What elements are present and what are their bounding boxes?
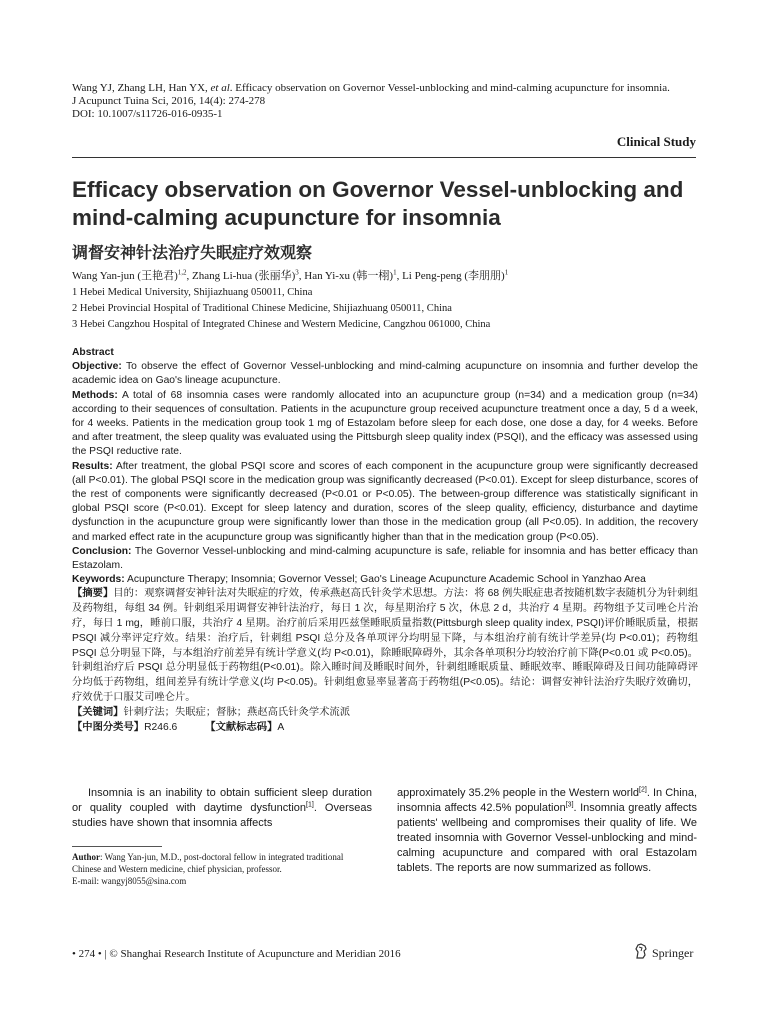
- affiliation-item: 1 Hebei Medical University, Shijiazhuang 050011, China: [72, 287, 313, 298]
- reference-link[interactable]: [3]: [565, 801, 574, 809]
- article-category: Clinical Study: [616, 134, 696, 149]
- page-number: • 274 •: [72, 948, 102, 960]
- body-column-left: [72, 786, 372, 831]
- abstract-heading: Abstract: [72, 347, 114, 358]
- affiliation-item: 3 Hebei Cangzhou Hospital of Integrated Chinese and Western Medicine, Cangzhou 061000, China: [72, 319, 491, 330]
- author-footnote: Author: Wang Yan-jun, M.D., post-doctoral fellow in integrated traditional Chinese and Western medicine, chief physician, professor. E-mail: wangyj8055@sina.com: [72, 851, 372, 887]
- affiliation-item: 2 Hebei Provincial Hospital of Traditional Chinese Medicine, Shijiazhuang 050011, China: [72, 303, 452, 314]
- springer-horse-icon: [634, 943, 648, 963]
- publisher-name: Springer: [652, 945, 694, 960]
- article-title: Efficacy observation on Governor Vessel-unblocking and mind-calming acupuncture for insomnia: [72, 177, 684, 230]
- doi-link[interactable]: DOI: 10.1007/s11726-016-0935-1: [72, 108, 223, 120]
- body-paragraph: Insomnia is an inability to obtain sufficient sleep duration or quality coupled with daytime dysfunction[1]. Overseas studies have shown that insomnia affects: [72, 787, 372, 829]
- abstract-chinese: 【摘要】目的：观察调督安神针法对失眠症的疗效，传承燕赵高氏针灸学术思想。方法：将 68 例失眠症患者按随机数字表随机分为针刺组及药物组，每组 34 例。针刺组采用调督安神针法治疗，每日 1 次，每星期治疗 5 次，休息 2 d，共治疗 4 星期。药物组予艾司唑仑片治疗，每日 1 mg，睡前口服，共治疗 4 星期。治疗前后采用匹兹堡睡眠质量指数(Pittsburgh sleep quality index, PSQI)评价睡眠质量，根据 PSQI 减分率评定疗效。结果：治疗后，针刺组 PSQI 总分及各单项评分均明显下降，与本组治疗前有统计学差异(均 P<0.01)；药物组 PSQI 总分明显下降，与本组治疗前差异有统计学意义(均 P<0.01)，除睡眠障碍外，其余各单项积分均较治疗前下降(P<0.01 或 P<0.05)。针刺组治疗后 PSQI 总分明显低于药物组(P<0.01)。除入睡时间及睡眠时间外，针刺组睡眠质量、睡眠效率、睡眠障碍及日间功能障碍评分均低于药物组，组间差异有统计学意义(均 P<0.05)。针刺组愈显率显著高于药物组(P<0.05)。结论：调督安神针法治疗失眠疗效确切，疗效优于口服艾司唑仑片。: [72, 588, 698, 704]
- abstract-section: [72, 346, 698, 735]
- citation-line-2: J Acupunct Tuina Sci, 2016, 14(4): 274-278: [72, 95, 266, 107]
- abstract-objective: Objective: To observe the effect of Governor Vessel-unblocking and mind-calming acupuncture on insomnia and further develop the academic idea on Gao's lineage acupuncture.: [72, 361, 698, 387]
- abstract-conclusion: Conclusion: The Governor Vessel-unblocking and mind-calming acupuncture is safe, reliable for insomnia and has better efficacy than Estazolam.: [72, 545, 698, 572]
- publisher-logo: [634, 943, 693, 963]
- article-title-chinese: 调督安神针法治疗失眠症疗效观察: [72, 245, 313, 262]
- body-paragraph: approximately 35.2% people in the Western world[2]. In China, insomnia affects 42.5% population[3]. Insomnia greatly affects patients' wellbeing and compromises their quality of life. We treated insomnia with Governor Vessel-unblocking and mind-calming acupuncture and compared with oral Estazolam tablets. The reports are now summarized as follows.: [397, 786, 697, 874]
- email-link[interactable]: E-mail: wangyj8055@sina.com: [72, 876, 187, 886]
- footnote-divider: [72, 846, 162, 847]
- body-column-right: [397, 786, 697, 876]
- keywords-chinese: 【关键词】针刺疗法；失眠症；督脉；燕赵高氏针灸学术流派: [72, 706, 351, 718]
- abstract-results: Results: After treatment, the global PSQI score and scores of each component in the acupuncture group were significantly decreased (all P<0.01). The global PSQI score in the medication group was significantly decreased (P<0.01). Except for sleep disturbance, scores of the rest of components were significantly decreased (P<0.01 or P<0.05). The between-group difference was statistically significant in global PSQI score (P<0.01). Except for sleep latency and duration, scores of the sleep quality, efficiency, disturbance and daytime dysfunction in the acupuncture group were significantly lower than those in the medication group (all P<0.05). In addition, the recovery and marked effect rate in the acupuncture group was significantly higher than that in the medication group (P<0.05).: [72, 460, 698, 543]
- citation-block: [72, 82, 712, 121]
- header-divider: [72, 157, 696, 158]
- abstract-methods: Methods: A total of 68 insomnia cases were randomly allocated into an acupuncture group (n=34) and a medication group (n=34) according to their sequences of consultation. Patients in the acupuncture group received acupuncture treatment once a day, 5 d a week, for 4 weeks. Patients in the medication group took 1 mg of Estazolam before sleep for each dose, one dose a day, for 4 weeks. Before and after treatment, the sleep quality was evaluated using the Pittsburgh sleep quality index (PSQI), and the efficacy was assessed using the PSQI reductive rate.: [72, 389, 698, 458]
- citation-line-1: Wang YJ, Zhang LH, Han YX, et al. Efficacy observation on Governor Vessel-unblocking and mind-calming acupuncture for insomnia.: [72, 82, 670, 94]
- abstract-keywords: Keywords: Acupuncture Therapy; Insomnia; Governor Vessel; Gao's Lineage Acupuncture Academic School in Yanzhao Area: [72, 574, 646, 586]
- classification-chinese: 【中图分类号】R246.6 【文献标志码】A: [72, 721, 285, 733]
- copyright-notice: | © Shanghai Research Institute of Acupuncture and Meridian 2016: [104, 948, 401, 960]
- reference-link[interactable]: [1]: [306, 801, 314, 809]
- author-list: Wang Yan-jun (王艳君)$^{1,2}$, Zhang Li-hua (张丽华)$^3$, Han Yi-xu (韩一栩)$^1$, Li Peng-peng (李朋朋)$^1$: [72, 268, 509, 282]
- affiliation-list: [72, 285, 490, 333]
- page-footer: [72, 948, 401, 960]
- reference-link[interactable]: [2]: [639, 786, 647, 794]
